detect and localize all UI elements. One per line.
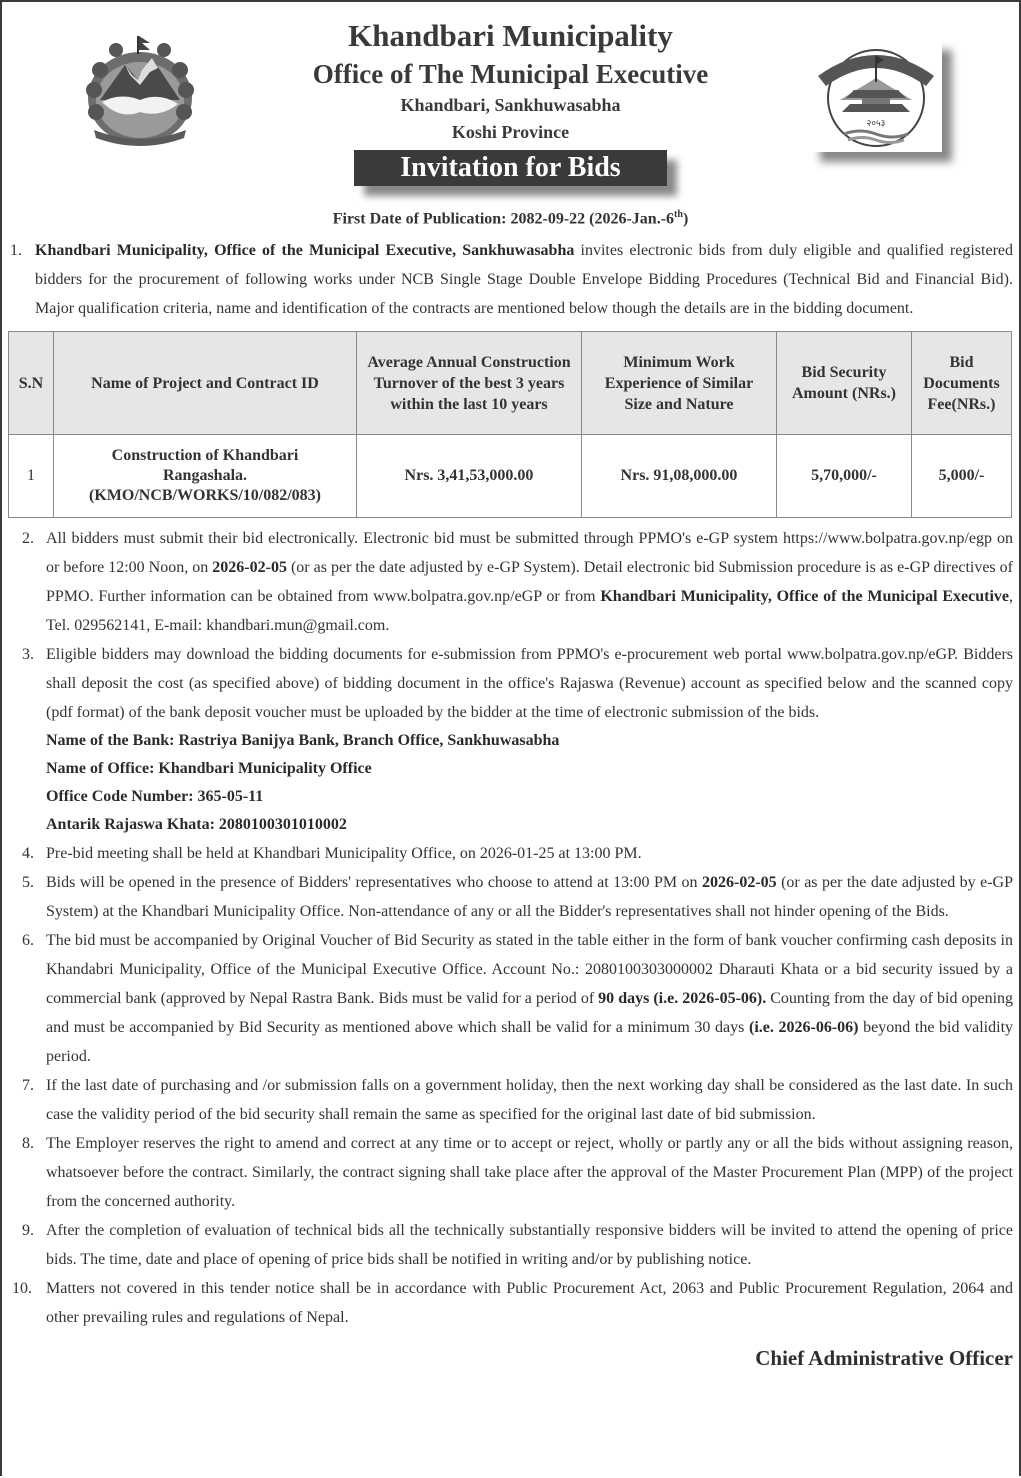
publication-date: First Date of Publication: 2082-09-22 (2026-Jan.-6th) (332, 209, 689, 228)
col-doc-fee: Bid Documents Fee(NRs.) (912, 332, 1012, 435)
cell-turnover: Nrs. 3,41,53,000.00 (357, 435, 582, 518)
table-row (9, 435, 1012, 518)
cell-doc-fee: 5,000/- (912, 435, 1012, 518)
org-name: Khandbari Municipality (348, 18, 673, 53)
notice-header (2, 2, 1019, 198)
clause-9: 9. After the completion of evaluation of technical bids all the technically substantially responsive bidders will be invited to attend the opening of price bids. The time, date and place of opening of price bids shall be notified in writing and/or by publishing notice. (22, 1222, 1013, 1269)
clause-2: 2. All bidders must submit their bid electronically. Electronic bid must be submitted through PPMO's e-GP system https://www.bolpatra.gov.np/egp on or before 12:00 Noon, on 2026-02-05 (or as per the date adjusted by e-GP System). Detail electronic bid Submission procedure is as e-GP directives of PPMO. Further information can be obtained from www.bolpatra.gov.np/eGP or from Khandbari Municipality, Office of the Municipal Executive, Tel. 029562141, E-mail: khandbari.mun@gmail.com. (22, 530, 1014, 635)
clause-10: 10. Matters not covered in this tender notice shall be in accordance with Public Procurement Act, 2063 and Public Procurement Regulation, 2064 and other prevailing rules and regulations of Nepal. (12, 1280, 1013, 1327)
clause-6: 6. The bid must be accompanied by Original Voucher of Bid Security as stated in the table either in the form of bank voucher confirming cash deposits in Khandabri Municipality, Office of the Municipal Executive Office. Account No.: 2080100303000002 Dharauti Khata or a bid security issued by a commercial bank (approved by Nepal Rastra Bank. Bids must be valid for a period of 90 days (i.e. 2026-05-06). Counting from the day of bid opening and must be accompanied by Bid Security as mentioned above which shall be valid for a minimum 30 days (i.e. 2026-06-06) beyond the bid validity period. (22, 932, 1014, 1066)
clause-7: 7. If the last date of purchasing and /or submission falls on a government holiday, then the next working day shall be considered as the last date. In such case the validity period of the bid security shall remain the same as specified for the original last date of bid submission. (22, 1077, 1013, 1124)
province: Koshi Province (451, 122, 570, 142)
cell-sn: 1 (9, 435, 54, 518)
signatory: Chief Administrative Officer (755, 1346, 1013, 1371)
office-code: Office Code Number: 365-05-11 (46, 788, 264, 806)
municipality-logo-icon (810, 40, 942, 152)
clause-3: 3. Eligible bidders may download the bidding documents for e-submission from PPMO's e-procurement web portal www.bolpatra.gov.np/eGP. Bidders shall deposit the cost (as specified above) of bidding document in the office's Rajaswa (Revenue) account as specified below and the scanned copy (pdf format) of the bank deposit voucher must be uploaded by the bidder at the time of electronic submission of the bids. (22, 646, 1013, 722)
cell-experience: Nrs. 91,08,000.00 (582, 435, 777, 518)
col-project: Name of Project and Contract ID (54, 332, 357, 435)
clause-8: 8. The Employer reserves the right to amend and correct at any time or to accept or reject, wholly or partly any or all the bids without assigning reason, whatsoever before the contract. Similarly, the contract signing shall take place after the approval of the Master Procurement Plan (MPP) of the project from the concerned authority. (22, 1135, 1013, 1211)
notice-title: Invitation for Bids (354, 150, 666, 186)
location: Khandbari, Sankhuwasabha (400, 95, 621, 115)
office-name: Office of The Municipal Executive (312, 59, 709, 89)
col-turnover: Average Annual Construction Turnover of the best 3 years within the last 10 years (357, 332, 582, 435)
office-name-line: Name of Office: Khandbari Municipality Office (46, 760, 372, 778)
cell-bid-security: 5,70,000/- (777, 435, 912, 518)
rajaswa-khata: Antarik Rajaswa Khata: 2080100301010002 (46, 816, 347, 834)
clause-4: 4. Pre-bid meeting shall be held at Khandbari Municipality Office, on 2026-01-25 at 13:00 PM. (22, 845, 642, 863)
contract-table (8, 331, 1012, 518)
clause-5: 5. Bids will be opened in the presence of Bidders' representatives who choose to attend at 13:00 PM on 2026-02-05 (or as per the date adjusted by e-GP System) at the Khandbari Municipality Office. Non-attendance of any or all the Bidder's representatives shall not hinder opening of the Bids. (22, 874, 1013, 921)
svg-text:२०५३: २०५३ (866, 119, 886, 129)
col-bid-security: Bid Security Amount (NRs.) (777, 332, 912, 435)
clause-1: 1. Khandbari Municipality, Office of the Municipal Executive, Sankhuwasabha invites electronic bids from duly eligible and qualified registered bidders for the procurement of following works under NCB Single Stage Double Envelope Bidding Procedures (Technical Bid and Financial Bid). Major qualification criteria, name and identification of the contracts are mentioned below though the details are in the bidding document. (10, 242, 1013, 318)
cell-project: Construction of Khandbari Rangashala. (KMO/NCB/WORKS/10/082/083) (54, 435, 357, 518)
bank-name: Name of the Bank: Rastriya Banijya Bank, Branch Office, Sankhuwasabha (46, 732, 560, 750)
col-sn: S.N (9, 332, 54, 435)
col-experience: Minimum Work Experience of Similar Size and Nature (582, 332, 777, 435)
table-header-row (9, 332, 1012, 435)
municipality-logo (810, 40, 942, 152)
